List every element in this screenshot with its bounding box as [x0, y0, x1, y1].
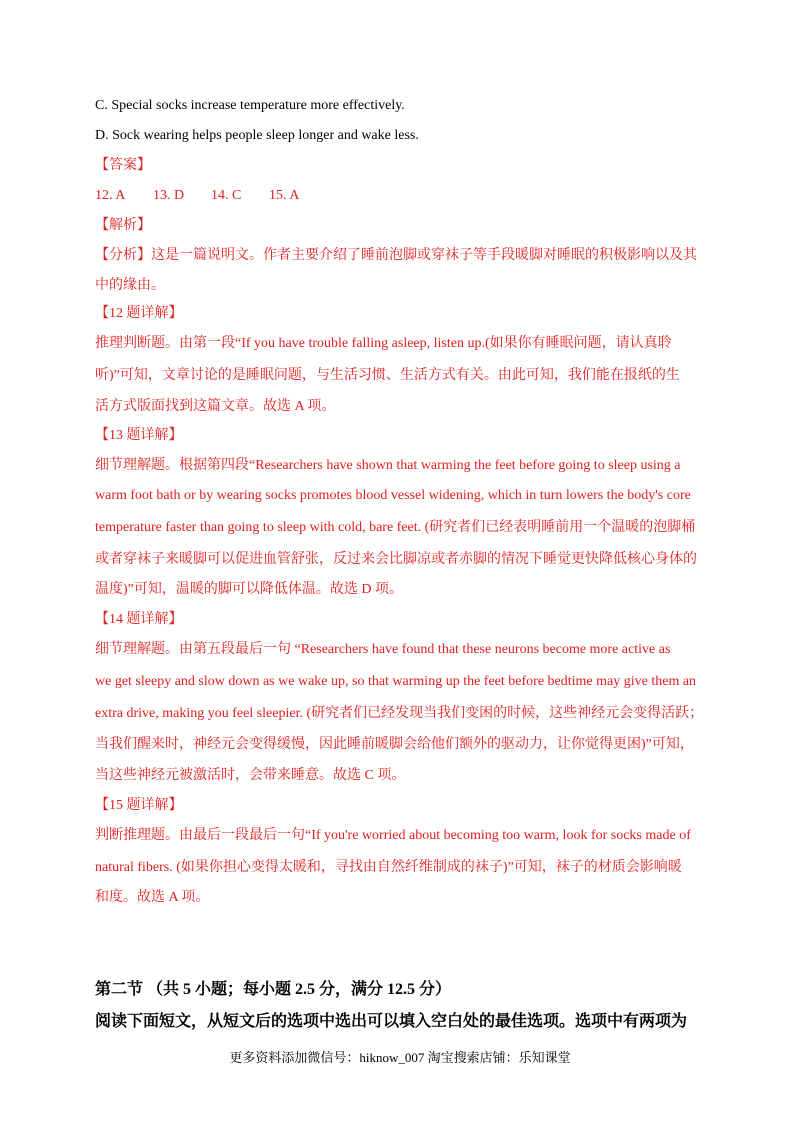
q12-heading: 【12 题详解】 — [95, 306, 183, 321]
q13-line: temperature faster than going to sleep with cold, bare feet. (研究者们已经表明睡前用一个温暖的泡脚桶 — [95, 520, 696, 535]
q13-line: 温度)”可知，温暖的脚可以降低体温。故选 D 项。 — [95, 582, 403, 597]
q12-line: 推理判断题。由第一段“If you have trouble falling asleep, listen up.(如果你有睡眠问题，请认真聆 — [95, 336, 672, 351]
q12-line: 听)”可知，文章讨论的是睡眠问题，与生活习惯、生活方式有关。由此可知，我们能在报纸的生 — [95, 368, 680, 383]
q12-line: 活方式版面找到这篇文章。故选 A 项。 — [95, 399, 336, 414]
answer-list — [95, 186, 715, 206]
q15-line: 判断推理题。由最后一段最后一句“If you're worried about becoming too warm, look for socks made of — [95, 828, 691, 843]
answer-12: 12. A — [95, 188, 126, 203]
q13-heading: 【13 题详解】 — [95, 428, 183, 443]
answer-13: 13. D — [153, 188, 185, 203]
q14-line: extra drive, making you feel sleepier. (研究者们已经发现当我们变困的时候，这些神经元会变得活跃； — [95, 706, 704, 721]
q14-line: 当这些神经元被激活时，会带来睡意。故选 C 项。 — [95, 768, 406, 783]
q14-line: 细节理解题。由第五段最后一句 “Researchers have found that these neurons become more active as — [95, 642, 671, 657]
answer-heading: 【答案】 — [95, 158, 151, 173]
analysis-line: 中的缘由。 — [95, 278, 165, 293]
page-footer: 更多资料添加微信号：hiknow_007 淘宝搜索店铺：乐知课堂 — [229, 1050, 571, 1065]
answer-14: 14. C — [211, 188, 242, 203]
option-c: C. Special socks increase temperature more effectively. — [95, 98, 405, 113]
option-d: D. Sock wearing helps people sleep longer and wake less. — [95, 128, 419, 143]
q14-heading: 【14 题详解】 — [95, 612, 183, 627]
answer-15: 15. A — [269, 188, 300, 203]
q15-line: 和度。故选 A 项。 — [95, 890, 210, 905]
q13-line: 或者穿袜子来暖脚可以促进血管舒张，反过来会比脚凉或者赤脚的情况下睡觉更快降低核心身体的 — [95, 552, 697, 567]
section-instruction: 阅读下面短文，从短文后的选项中选出可以填入空白处的最佳选项。选项中有两项为 — [95, 1013, 688, 1030]
q14-line: we get sleepy and slow down as we wake up, so that warming up the feet before bedtime may give them an — [95, 674, 697, 689]
q15-line: natural fibers. (如果你担心变得太暖和，寻找由自然纤维制成的袜子)”可知，袜子的材质会影响暖 — [95, 860, 682, 875]
q13-line: warm foot bath or by wearing socks promotes blood vessel widening, which in turn lowers the body's core — [95, 488, 691, 503]
section-title: 第二节 （共 5 小题；每小题 2.5 分，满分 12.5 分） — [95, 981, 452, 998]
q14-line: 当我们醒来时，神经元会变得缓慢，因此睡前暖脚会给他们额外的驱动力，让你觉得更困)”可知， — [95, 737, 694, 752]
q13-line: 细节理解题。根据第四段“Researchers have shown that warming the feet before going to sleep using a — [95, 458, 681, 473]
analysis-line: 【分析】这是一篇说明文。作者主要介绍了睡前泡脚或穿袜子等手段暖脚对睡眠的积极影响以及其 — [95, 248, 697, 263]
q15-heading: 【15 题详解】 — [95, 798, 183, 813]
analysis-heading: 【解析】 — [95, 218, 151, 233]
